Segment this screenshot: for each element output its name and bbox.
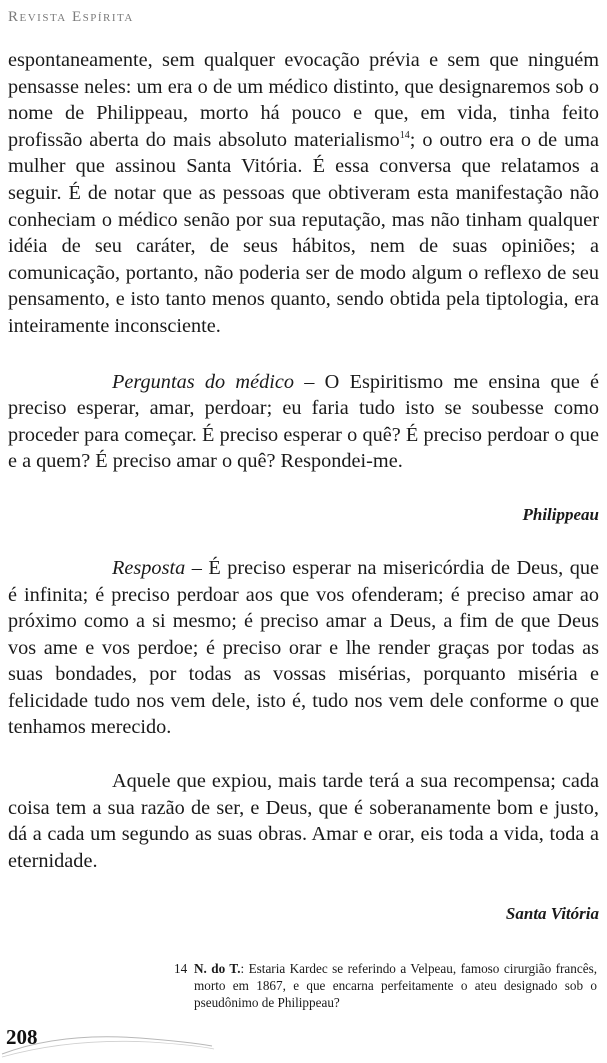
footnote-number: 14 <box>174 961 188 976</box>
signature-philippeau: Philippeau <box>522 504 599 524</box>
question-lead: Perguntas do médico <box>112 370 294 393</box>
spacer <box>8 741 599 768</box>
footnote-body <box>194 960 597 1011</box>
paragraph-intro-text-1: espontaneamente, sem qualquer evocação prévia e sem que ninguém pensasse neles: um era o de um médico distinto, que designaremos sob o nome de Philippeau, morto há pouco e que, em vida, tinha feito profissão aberta do mais absoluto materialismo <box>8 49 599 151</box>
paragraph-question <box>8 369 599 475</box>
paragraph-answer <box>8 555 599 741</box>
paragraph-intro <box>8 47 599 340</box>
spacer <box>8 475 599 502</box>
paragraph-intro-text-2: ; o outro era o de uma mulher que assinou Santa Vitória. É essa conversa que relatamos a seguir. É de notar que as pessoas que obtiveram esta manifestação não conheciam o médico senão por sua reputação, mas não tinham qualquer idéia de seu caráter, de seus hábitos, nem de suas opiniões; a comunicação, portanto, não poderia ser de modo algum o reflexo de seu pensamento, e isto tanto menos quanto, sendo obtida pela tiptologia, era inteiramente inconsciente. <box>8 128 599 337</box>
footnote <box>174 960 597 1011</box>
body-text <box>8 47 599 927</box>
spacer <box>8 874 599 901</box>
footnote-reference[interactable]: 14 <box>399 129 410 141</box>
answer-lead: Resposta <box>112 556 186 579</box>
footnote-label: N. do T. <box>194 961 241 976</box>
running-head: Revista Espírita <box>8 9 134 25</box>
footnote-text: : Estaria Kardec se referindo a Velpeau, famoso cirurgião francês, morto em 1867, e que encarna perfeitamente o ateu designado sob o pseudônimo de Philippeau? <box>194 961 598 1010</box>
page-number: 208 <box>6 1025 38 1049</box>
paragraph-closing: Aquele que expiou, mais tarde terá a sua recompensa; cada coisa tem a sua razão de ser, e Deus, que é soberanamente bom e justo, dá a cada um segundo as suas obras. Amar e orar, eis toda a vida, toda a eternidade. <box>8 770 599 872</box>
spacer <box>8 340 599 369</box>
answer-text: – É preciso esperar na misericórdia de Deus, que é infinita; é preciso perdoar aos que vos ofenderam; é preciso amar ao próximo como a si mesmo; é preciso amar a Deus, a fim de que Deus vos ame e vos perdoe; é preciso orar e lhe render graças por todas as suas bondades, por todas as vossas misérias, porquanto miséria e felicidade tudo nos vem dele, isto é, tudo nos vem dele conforme o que tenhamos merecido. <box>8 556 599 739</box>
signature-santa-vitoria: Santa Vitória <box>505 904 599 924</box>
question-text: – O Espiritismo me ensina que é preciso esperar, amar, perdoar; eu faria tudo isto se soubesse como proceder para começar. É preciso esperar o quê? É preciso perdoar o que e a quem? É preciso amar o quê? Respondei-me. <box>8 370 600 473</box>
spacer <box>8 528 599 555</box>
